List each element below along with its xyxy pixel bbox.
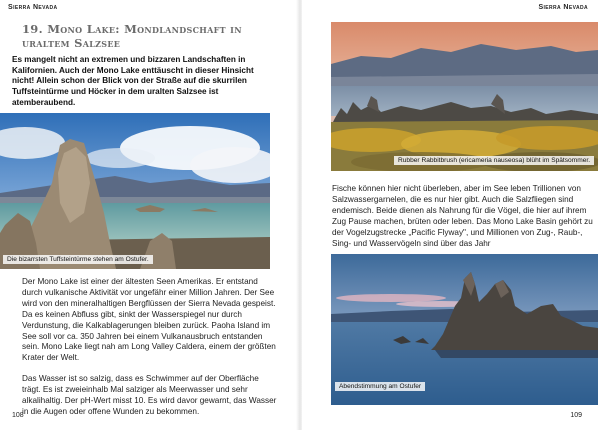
chapter-title: 19. Mono Lake: Mondlandschaft in uraltem Salzsee bbox=[22, 22, 242, 50]
photo-caption: Abendstimmung am Ostufer bbox=[335, 382, 425, 391]
running-head: Sierra Nevada bbox=[8, 4, 58, 11]
paragraph: Fische können hier nicht überleben, aber im See leben Trillionen von Salzwassergarnelen, die es nur hier gibt. Auch die Salzfliegen sind endemisch. Beide dienen als Nahrung für die Vögel, die hier auf ihrem Zug Pause machen, brüten oder leben. Das Mono Lake Basin gehört zu der Vogelzugstrecke „Pacific Flyway", und Millionen von Zug-, Raub-, Sing- und Wasservögeln sind über das Jahr bbox=[332, 184, 593, 248]
paragraph: Das Wasser ist so salzig, dass es Schwimmer auf der Oberfläche trägt. Es ist zweieinhalb Mal salziger als Meerwasser und sehr alkalihaltig. Der pH-Wert misst 10. Es wird davor gewarnt, das Wasser in die Augen oder offene Wunden zu bekommen. bbox=[22, 374, 277, 416]
running-head: Sierra Nevada bbox=[538, 4, 588, 11]
photo-caption: Die bizarrsten Tuffsteintürme stehen am Ostufer. bbox=[3, 255, 153, 264]
photo-tufa-towers bbox=[0, 113, 270, 269]
rabbitbrush-lake-image bbox=[331, 22, 598, 171]
photo-evening-east-shore bbox=[331, 254, 598, 405]
photo-caption: Rubber Rabbitbrush (ericameria nauseosa) blüht im Spätsommer. bbox=[394, 156, 594, 165]
body-text bbox=[22, 277, 278, 418]
body-text bbox=[332, 184, 594, 249]
left-page bbox=[0, 0, 298, 430]
lead-paragraph: Es mangelt nicht an extremen und bizzaren Landschaften in Kalifornien. Auch der Mono Lake enttäuscht in dieser Hinsicht nicht! Allein schon der Blick von der Straße auf die skurrilen Tuffsteintürme und Höcker in dem uralten Salzsee ist atemberaubend. bbox=[12, 55, 254, 107]
tufa-towers-image bbox=[0, 113, 270, 269]
paragraph: Der Mono Lake ist einer der ältesten Seen Amerikas. Er entstand durch vulkanische Aktivität vor ungefähr einer Million Jahren. Der See wird von den mineralhaltigen Bergflüssen der Sierra Nevada gespeist. Da es keinen Abfluss gibt, sinkt der Wasserspiegel nur durch Verdunstung, die Kalkablagerungen bleiben zurück. Paoha Island im See soll vor ca. 350 Jahren bei einem Vulkanausbruch entstanden sein. Mono Lake liegt nah am Long Valley Caldera, einem der größten Krater der Welt. bbox=[22, 277, 276, 363]
page-number: 108 bbox=[12, 412, 24, 419]
page-number: 109 bbox=[570, 412, 582, 419]
right-page bbox=[302, 0, 600, 430]
photo-rabbitbrush bbox=[331, 22, 598, 171]
